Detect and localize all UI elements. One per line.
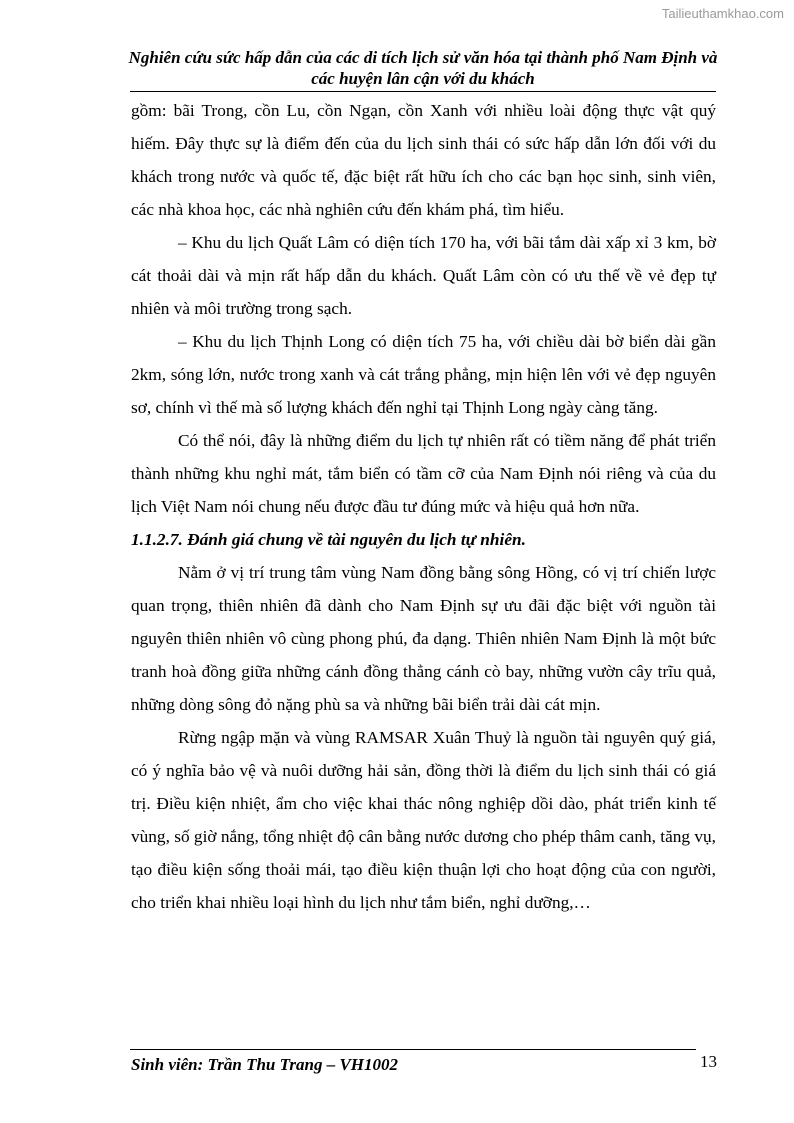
footer-author: Sinh viên: Trần Thu Trang – VH1002 xyxy=(131,1055,399,1074)
section-heading: 1.1.2.7. Đánh giá chung về tài nguyên du lịch tự nhiên. xyxy=(131,530,526,549)
paragraph-continued: gồm: bãi Trong, cồn Lu, cồn Ngạn, cồn Xanh với nhiều loài động thực vật quý hiếm. Đây thực sự là điểm đến của du lịch sinh thái có sức hấp dẫn lớn đối với du khách trong nước và quốc tế, đặc biệt rất hữu ích cho các bạn học sinh, sinh viên, các nhà khoa học, các nhà nghiên cứu đến khám phá, tìm hiểu. xyxy=(131,101,716,219)
footer-divider xyxy=(130,1049,696,1050)
page-number: 13 xyxy=(700,1052,717,1071)
paragraph-location: Nằm ở vị trí trung tâm vùng Nam đồng bằng sông Hồng, có vị trí chiến lược quan trọng, thiên nhiên đã dành cho Nam Định sự ưu đãi đặc biệt với nguồn tài nguyên thiên nhiên vô cùng phong phú, đa dạng. Thiên nhiên Nam Định là một bức tranh hoà đồng giữa những cánh đồng thẳng cánh cò bay, những vườn cây trĩu quả, những dòng sông đỏ nặng phù sa và những bãi biển trải dài cát mịn. xyxy=(131,563,716,714)
paragraph-ramsar: Rừng ngập mặn và vùng RAMSAR Xuân Thuỷ là nguồn tài nguyên quý giá, có ý nghĩa bảo vệ và nuôi dưỡng hải sản, đồng thời là điểm du lịch sinh thái có giá trị. Điều kiện nhiệt, ẩm cho việc khai thác nông nghiệp dồi dào, phát triển kinh tế vùng, số giờ nắng, tổng nhiệt độ cân bằng nước dương cho phép thâm canh, tăng vụ, tạo điều kiện sống thoải mái, tạo điều kiện thuận lợi cho hoạt động của con người, cho triển khai nhiều loại hình du lịch như tắm biển, nghỉ dưỡng,… xyxy=(131,728,716,912)
paragraph-quat-lam: – Khu du lịch Quất Lâm có diện tích 170 ha, với bãi tắm dài xấp xỉ 3 km, bờ cát thoải dài và mịn rất hấp dẫn du khách. Quất Lâm còn có ưu thế về vẻ đẹp tự nhiên và môi trường trong sạch. xyxy=(131,233,716,318)
page-body xyxy=(131,94,716,919)
paragraph-conclusion: Có thể nói, đây là những điểm du lịch tự nhiên rất có tiềm năng để phát triển thành những khu nghỉ mát, tắm biển có tầm cỡ của Nam Định nói riêng và của du lịch Việt Nam nói chung nếu được đầu tư đúng mức và hiệu quả hơn nữa. xyxy=(131,431,716,516)
page-header-title: Nghiên cứu sức hấp dẫn của các di tích lịch sử văn hóa tại thành phố Nam Định và các huyện lân cận với du khách xyxy=(128,48,718,88)
header-divider xyxy=(130,91,716,92)
watermark: Tailieuthamkhao.com xyxy=(661,6,784,21)
paragraph-thinh-long: – Khu du lịch Thịnh Long có diện tích 75 ha, với chiều dài bờ biển dài gần 2km, sóng lớn, nước trong xanh và cát trắng phẳng, mịn hiện lên với vẻ đẹp nguyên sơ, chính vì thế mà số lượng khách đến nghỉ tại Thịnh Long ngày càng tăng. xyxy=(131,332,716,417)
